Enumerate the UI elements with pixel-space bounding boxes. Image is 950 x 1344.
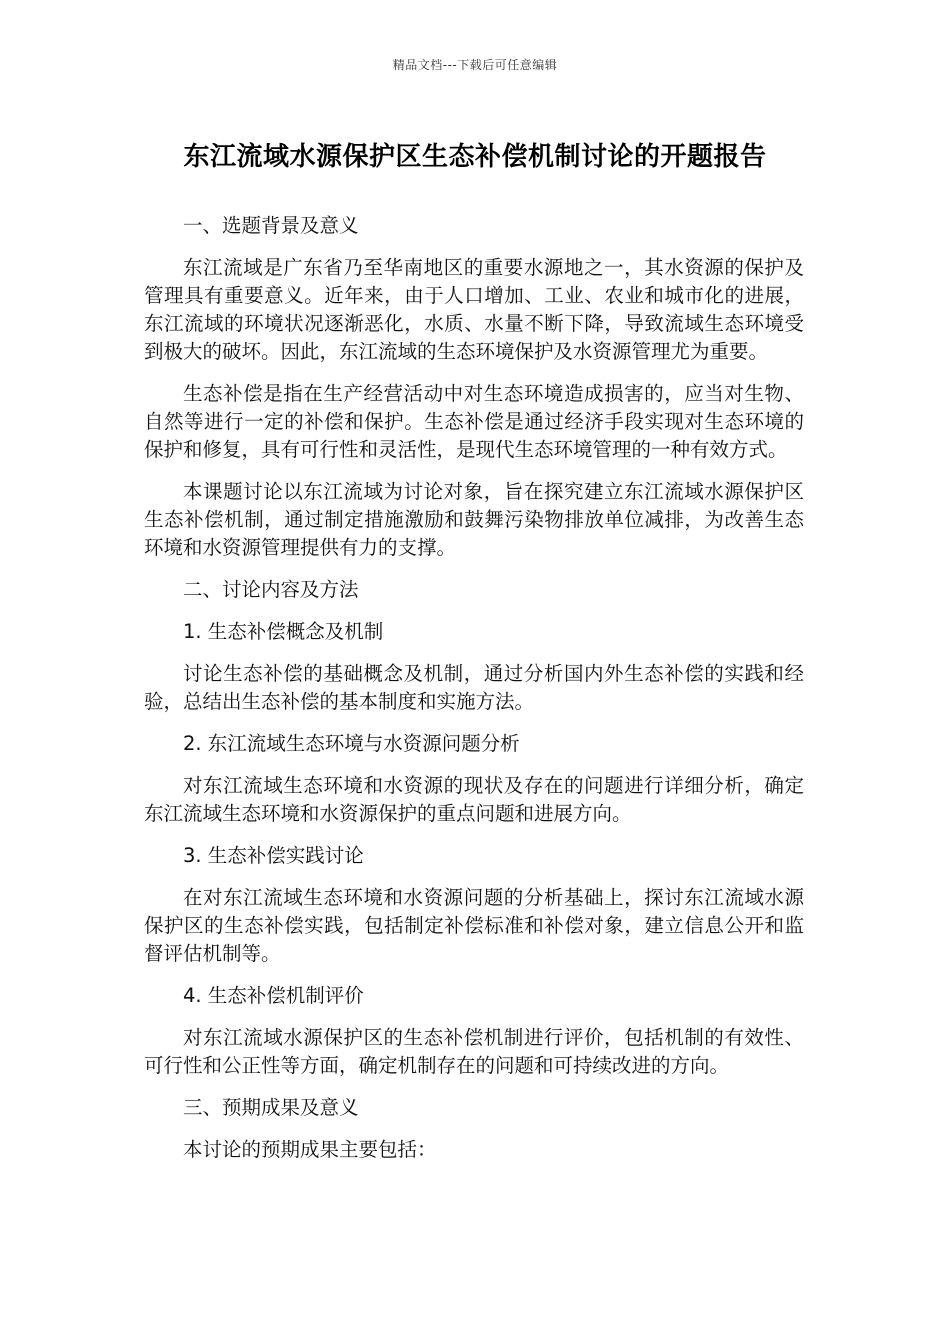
body-paragraph: 在对东江流域生态环境和水资源问题的分析基础上，探讨东江流域水源保护区的生态补偿实践，包括制定补偿标准和补偿对象，建立信息公开和监督评估机制等。 (144, 886, 804, 965)
document-title: 东江流域水源保护区生态补偿机制讨论的开题报告 (183, 142, 767, 172)
document-body (144, 212, 804, 1178)
header-note: 精品文档---下载后可任意编辑 (392, 58, 558, 72)
body-paragraph: 讨论生态补偿的基础概念及机制，通过分析国内外生态补偿的实践和经验，总结出生态补偿的基本制度和实施方法。 (144, 662, 804, 713)
body-paragraph: 对东江流域水源保护区的生态补偿机制进行评价，包括机制的有效性、可行性和公正性等方面，确定机制存在的问题和可持续改进的方向。 (144, 1026, 804, 1077)
section-heading: 一、选题背景及意义 (183, 214, 359, 237)
section-heading: 三、预期成果及意义 (183, 1096, 359, 1119)
body-paragraph: 东江流域是广东省乃至华南地区的重要水源地之一，其水资源的保护及管理具有重要意义。近年来，由于人口增加、工业、农业和城市化的进展，东江流域的环境状况逐渐恶化，水质、水量不断下降，导致流域生态环境受到极大的破坏。因此，东江流域的生态环境保护及水资源管理尤为重要。 (144, 256, 804, 363)
body-paragraph: 生态补偿是指在生产经营活动中对生态环境造成损害的，应当对生物、自然等进行一定的补偿和保护。生态补偿是通过经济手段实现对生态环境的保护和修复，具有可行性和灵活性，是现代生态环境管理的一种有效方式。 (144, 382, 804, 461)
body-paragraph: 本课题讨论以东江流域为讨论对象，旨在探究建立东江流域水源保护区生态补偿机制，通过制定措施激励和鼓舞污染物排放单位减排，为改善生态环境和水资源管理提供有力的支撑。 (144, 480, 804, 559)
section-heading: 二、讨论内容及方法 (183, 578, 359, 601)
subsection-heading: 3. 生态补偿实践讨论 (183, 844, 364, 867)
subsection-heading: 1. 生态补偿概念及机制 (183, 620, 384, 643)
body-paragraph: 本讨论的预期成果主要包括： (183, 1138, 437, 1161)
subsection-heading: 4. 生态补偿机制评价 (183, 984, 364, 1007)
body-paragraph: 对东江流域生态环境和水资源的现状及存在的问题进行详细分析，确定东江流域生态环境和水资源保护的重点问题和进展方向。 (144, 774, 804, 825)
subsection-heading: 2. 东江流域生态环境与水资源问题分析 (183, 732, 520, 755)
